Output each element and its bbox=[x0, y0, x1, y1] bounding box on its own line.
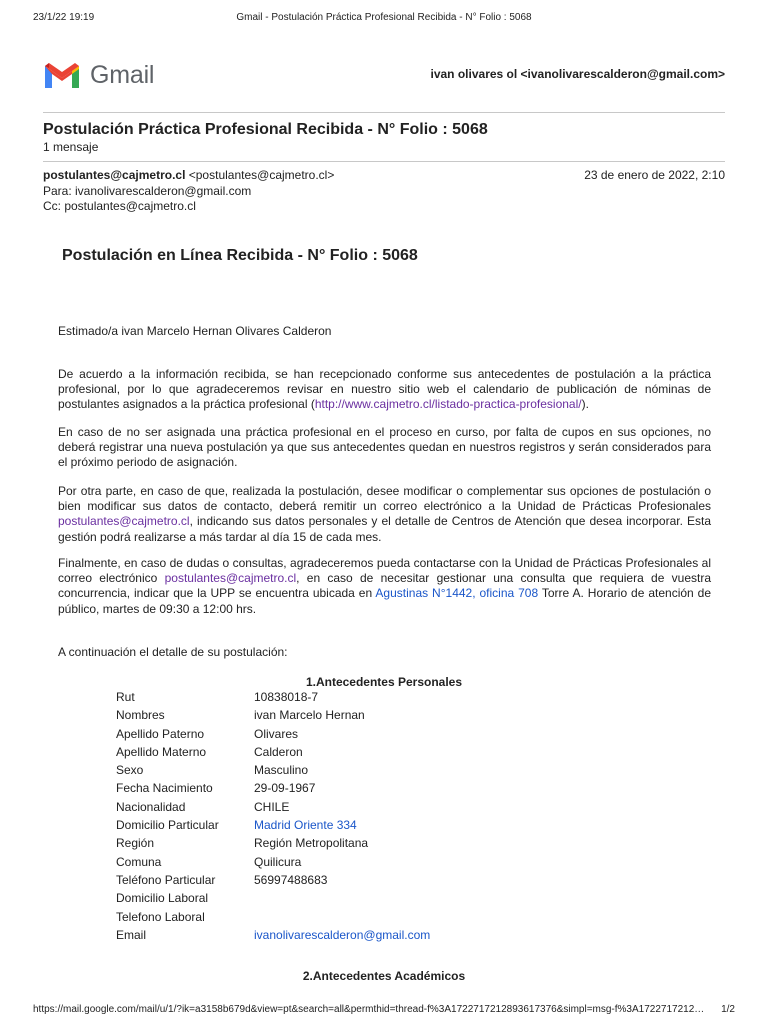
paragraph-4-middle: , en caso de necesitar gestionar una consulta que requiera de vuestra concurrencia, indicar que la UPP se encuentra ubicada en bbox=[58, 571, 712, 601]
listado-link[interactable]: http://www.cajmetro.cl/listado-practica-profesional/ bbox=[314, 397, 582, 412]
field-label: Región bbox=[116, 836, 155, 851]
field-value: 56997488683 bbox=[254, 872, 328, 887]
gmail-logo bbox=[42, 60, 154, 90]
greeting: Estimado/a ivan Marcelo Hernan Olivares Calderon bbox=[58, 324, 332, 338]
paragraph-3-text: Por otra parte, en caso de que, realizada la postulación, desee modificar o complementar sus opciones de postulación o bien modificar sus datos de contacto, deberá remitir un correo electrónico a la Unidad de Prácticas Profesionales bbox=[58, 484, 711, 514]
table-row bbox=[116, 800, 504, 818]
paragraph-4 bbox=[58, 556, 711, 617]
field-value: CHILE bbox=[254, 799, 290, 814]
print-page-title: Gmail - Postulación Práctica Profesional Recibida - N° Folio : 5068 bbox=[236, 12, 532, 23]
postulantes-email-link[interactable]: postulantes@cajmetro.cl bbox=[164, 571, 297, 586]
field-value bbox=[254, 910, 504, 928]
table-row bbox=[116, 928, 504, 946]
divider bbox=[43, 112, 725, 113]
sender bbox=[43, 168, 334, 182]
address-link[interactable]: Madrid Oriente 334 bbox=[254, 818, 357, 833]
page-number: 1/2 bbox=[721, 1004, 735, 1015]
recipient-cc: Cc: postulantes@cajmetro.cl bbox=[43, 199, 196, 213]
body-title: Postulación en Línea Recibida - N° Folio : 5068 bbox=[62, 247, 418, 264]
table-row bbox=[116, 690, 504, 708]
field-label: Nacionalidad bbox=[116, 799, 186, 814]
table-row bbox=[116, 708, 504, 726]
divider bbox=[43, 161, 725, 162]
field-value: Masculino bbox=[254, 763, 309, 778]
thread-subject: Postulación Práctica Profesional Recibida - N° Folio : 5068 bbox=[43, 121, 488, 138]
print-url: https://mail.google.com/mail/u/1/?ik=a3158b679d&view=pt&search=all&permthid=thread-f%3A1722717212893617376&simpl=msg-f%3A1722717212… bbox=[33, 1004, 705, 1015]
field-label: Apellido Paterno bbox=[116, 726, 205, 741]
field-value: 10838018-7 bbox=[254, 690, 319, 704]
table-row bbox=[116, 745, 504, 763]
paragraph-3 bbox=[58, 484, 711, 545]
print-datetime: 23/1/22 19:19 bbox=[33, 12, 95, 23]
table-row bbox=[116, 855, 504, 873]
sender-name: postulantes@cajmetro.cl bbox=[43, 168, 186, 182]
field-label: Telefono Laboral bbox=[116, 909, 205, 924]
field-label: Nombres bbox=[116, 708, 165, 723]
paragraph-1-text: De acuerdo a la información recibida, se han recepcionado conforme sus antecedentes de postulación a la práctica profesional, por lo que agradeceremos revisar en nuestro sitio web el calendario de publicación de nóminas de postulantes asignados a la práctica profesional ( bbox=[58, 367, 711, 412]
address-link[interactable]: Agustinas N°1442, oficina 708 bbox=[375, 586, 539, 601]
table-row bbox=[116, 891, 504, 909]
gmail-wordmark: Gmail bbox=[90, 60, 155, 89]
print-footer bbox=[33, 1004, 735, 1018]
field-label: Domicilio Laboral bbox=[116, 891, 209, 906]
table-row bbox=[116, 727, 504, 745]
field-label: Fecha Nacimiento bbox=[116, 781, 213, 796]
field-label: Sexo bbox=[116, 763, 144, 778]
field-value bbox=[254, 891, 504, 909]
recipient-to: Para: ivanolivarescalderon@gmail.com bbox=[43, 184, 252, 198]
table-row bbox=[116, 910, 504, 928]
email-link[interactable]: ivanolivarescalderon@gmail.com bbox=[254, 927, 431, 942]
gmail-m-icon bbox=[42, 60, 82, 90]
paragraph-2: En caso de no ser asignada una práctica profesional en el proceso en curso, por falta de cupos en sus opciones, no deberá registrar una nueva postulación ya que sus antecedentes quedan en nuestros registros y serán considerados para el próximo periodo de asignación. bbox=[58, 425, 711, 470]
message-date: 23 de enero de 2022, 2:10 bbox=[584, 168, 725, 182]
field-label: Teléfono Particular bbox=[116, 872, 216, 887]
table-row bbox=[116, 763, 504, 781]
detail-intro: A continuación el detalle de su postulación: bbox=[58, 645, 288, 659]
field-label: Domicilio Particular bbox=[116, 818, 219, 833]
personal-details-table bbox=[116, 690, 504, 946]
paragraph-4-end: Torre A. Horario de atención de público, martes de 09:30 a 12:00 hrs. bbox=[58, 586, 711, 616]
paragraph-3-end: , indicando sus datos personales y el detalle de Centros de Atención que desea incorporar. Esta gestión podrá realizarse a más tardar al día 15 de cada mes. bbox=[58, 514, 711, 544]
field-value: 29-09-1967 bbox=[254, 781, 316, 796]
message-count: 1 mensaje bbox=[43, 140, 99, 154]
paragraph-1-end: ). bbox=[581, 397, 589, 412]
field-value: Región Metropolitana bbox=[254, 836, 369, 851]
section-academic-title: 2.Antecedentes Académicos bbox=[302, 969, 466, 983]
paragraph-4-text: Finalmente, en caso de dudas o consultas, agradeceremos pueda contactarse con la Unidad de Prácticas Profesionales al correo electrónico bbox=[58, 556, 711, 586]
section-personal-title: 1.Antecedentes Personales bbox=[305, 675, 463, 689]
postulantes-email-link[interactable]: postulantes@cajmetro.cl bbox=[58, 514, 190, 529]
table-row bbox=[116, 818, 504, 836]
sender-address: <postulantes@cajmetro.cl> bbox=[188, 168, 335, 182]
field-value: ivan Marcelo Hernan bbox=[254, 708, 365, 723]
field-value: Quilicura bbox=[254, 854, 302, 869]
table-row bbox=[116, 781, 504, 799]
field-label: Apellido Materno bbox=[116, 744, 207, 759]
table-row bbox=[116, 836, 504, 854]
field-value: Calderon bbox=[254, 744, 303, 759]
account-info: ivan olivares ol <ivanolivarescalderon@gmail.com> bbox=[430, 67, 725, 81]
field-label: Email bbox=[116, 927, 147, 942]
field-value: Olivares bbox=[254, 726, 299, 741]
field-label: Comuna bbox=[116, 854, 162, 869]
table-row bbox=[116, 873, 504, 891]
paragraph-1 bbox=[58, 367, 711, 413]
field-label: Rut bbox=[116, 690, 135, 704]
